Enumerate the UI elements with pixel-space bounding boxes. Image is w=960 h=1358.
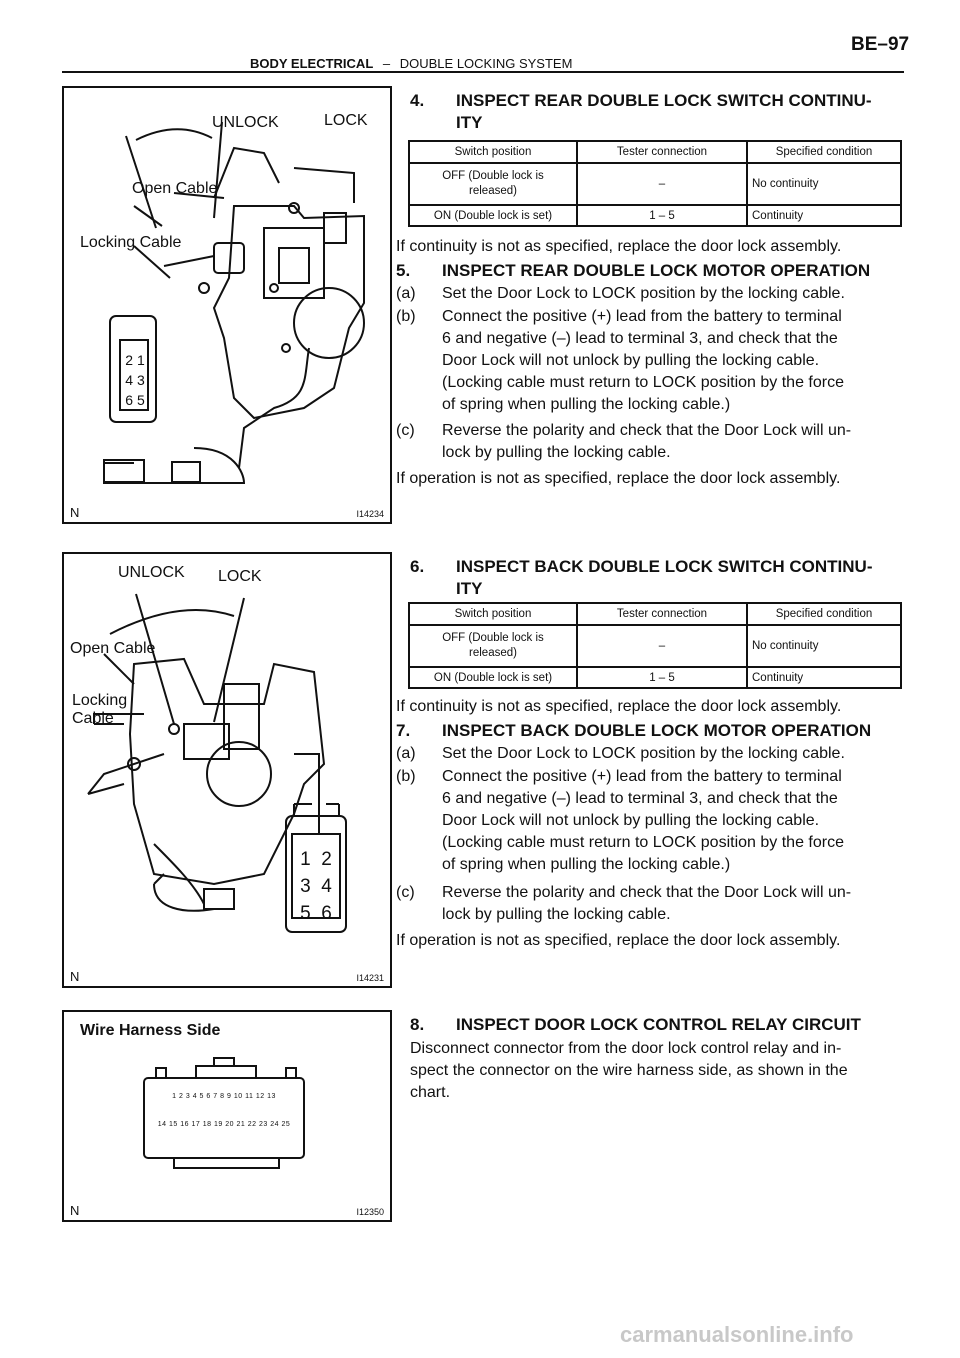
table-row — [409, 667, 901, 688]
rear-door-lock-drawing — [64, 88, 390, 522]
section-8-body — [410, 1038, 906, 1104]
table-row — [409, 625, 901, 667]
label-lock: LOCK — [218, 568, 262, 585]
connector-pins — [292, 846, 340, 927]
table-cell: – — [577, 163, 747, 205]
pin: 25 — [281, 1121, 291, 1128]
connector-pins — [122, 350, 148, 410]
label-unlock: UNLOCK — [118, 564, 185, 581]
figure-code: I14234 — [356, 509, 384, 519]
label-lock: LOCK — [324, 112, 368, 129]
label-cable: Cable — [72, 710, 114, 727]
pin: 18 — [202, 1121, 212, 1128]
pin: 13 — [267, 1093, 276, 1100]
section-number: 5. — [396, 261, 411, 280]
heading-line: ITY — [456, 579, 483, 598]
step-b — [396, 766, 906, 876]
pin: 1 — [172, 1093, 177, 1100]
table-cell: Continuity — [747, 205, 901, 226]
figure-rear-door-lock — [62, 86, 392, 524]
label-locking-cable: Locking Cable — [80, 234, 182, 251]
pin: 4 — [321, 876, 332, 897]
body-line: chart. — [410, 1084, 451, 1101]
step-line: of spring when pulling the locking cable.) — [442, 396, 731, 413]
figure-n-mark: N — [70, 1203, 80, 1218]
step-line: Reverse the polarity and check that the Door Lock will un- — [442, 884, 852, 901]
pin: 16 — [180, 1121, 190, 1128]
back-door-lock-drawing — [64, 554, 390, 986]
figure-wire-harness-connector — [62, 1010, 392, 1222]
step-line: lock by pulling the locking cable. — [442, 906, 671, 923]
pin: 19 — [213, 1121, 223, 1128]
pin: 7 — [213, 1093, 218, 1100]
table-cell: No continuity — [747, 163, 901, 205]
step-line: 6 and negative (–) lead to terminal 3, and check that the — [442, 330, 838, 347]
heading-line: INSPECT BACK DOUBLE LOCK SWITCH CONTINU- — [456, 557, 873, 576]
table-header: Tester connection — [577, 603, 747, 625]
pin: 9 — [226, 1093, 232, 1100]
heading-line: INSPECT BACK DOUBLE LOCK MOTOR OPERATION — [442, 721, 872, 740]
step-line: Connect the positive (+) lead from the battery to terminal — [442, 308, 842, 325]
table-header: Switch position — [409, 141, 577, 163]
pin: 22 — [247, 1121, 257, 1128]
step-line: of spring when pulling the locking cable.) — [442, 856, 731, 873]
table-cell — [409, 625, 577, 667]
table-cell: – — [577, 625, 747, 667]
section-name: BODY ELECTRICAL — [250, 56, 374, 71]
table-header: Specified condition — [747, 141, 901, 163]
figure-code: I12350 — [356, 1207, 384, 1217]
section-7-heading — [396, 720, 906, 742]
pin: 17 — [191, 1121, 201, 1128]
figure-code: I14231 — [356, 973, 384, 983]
pin: 3 — [300, 876, 311, 897]
cell-line: released) — [469, 647, 517, 659]
pin: 1 — [300, 849, 311, 870]
pin: 15 — [168, 1121, 178, 1128]
pin: 14 — [157, 1121, 167, 1128]
spec-table-back — [408, 602, 902, 689]
header-separator: – — [382, 56, 391, 71]
pin: 2 — [125, 352, 134, 368]
step-c — [396, 420, 906, 464]
step-a — [396, 743, 906, 765]
table-header: Switch position — [409, 603, 577, 625]
watermark: carmanualsonline.info — [620, 1322, 854, 1347]
pin: 8 — [220, 1093, 225, 1100]
body-line: spect the connector on the wire harness side, as shown in the — [410, 1062, 848, 1079]
section-number: 7. — [396, 721, 411, 740]
note-text: If operation is not as specified, replace the door lock assembly. — [396, 470, 841, 487]
running-header — [250, 56, 572, 71]
table-cell: 1 – 5 — [577, 205, 747, 226]
pin: 6 — [321, 903, 332, 924]
step-line: Door Lock will not unlock by pulling the locking cable. — [442, 812, 820, 829]
pin: 5 — [199, 1093, 204, 1100]
section-8-heading — [410, 1014, 910, 1036]
section-number: 4. — [410, 91, 425, 110]
step-line: Set the Door Lock to LOCK position by the locking cable. — [442, 285, 845, 302]
pin: 24 — [270, 1121, 280, 1128]
subsection-name: DOUBLE LOCKING SYSTEM — [399, 56, 573, 71]
note-text: If continuity is not as specified, replace the door lock assembly. — [396, 238, 842, 255]
label-open-cable: Open Cable — [132, 180, 218, 197]
label-open-cable: Open Cable — [70, 640, 156, 657]
pin: 1 — [136, 352, 145, 368]
label-locking: Locking — [72, 692, 128, 709]
pin: 4 — [192, 1093, 198, 1100]
table-row — [409, 163, 901, 205]
pin: 11 — [245, 1093, 254, 1100]
label-wire-harness-side: Wire Harness Side — [80, 1022, 221, 1039]
pin: 21 — [236, 1121, 246, 1128]
pin: 3 — [185, 1093, 191, 1100]
table-cell — [409, 163, 577, 205]
step-line: Reverse the polarity and check that the Door Lock will un- — [442, 422, 852, 439]
section-number: 8. — [410, 1015, 425, 1034]
body-line: Disconnect connector from the door lock control relay and in- — [410, 1040, 842, 1057]
pin: 5 — [136, 392, 145, 408]
figure-back-door-lock — [62, 552, 392, 988]
cell-line: OFF (Double lock is — [442, 632, 544, 644]
table-header: Specified condition — [747, 603, 901, 625]
heading-line: INSPECT REAR DOUBLE LOCK SWITCH CONTINU- — [456, 91, 872, 110]
header-rule — [62, 71, 904, 73]
table-cell: ON (Double lock is set) — [409, 667, 577, 688]
pin: 2 — [321, 849, 332, 870]
section-6-heading — [410, 556, 910, 600]
pin: 3 — [136, 372, 145, 388]
connector-row-2 — [148, 1116, 300, 1134]
step-line: (Locking cable must return to LOCK position by the force — [442, 374, 844, 391]
pin: 20 — [225, 1121, 235, 1128]
table-row — [409, 205, 901, 226]
spec-table-rear — [408, 140, 902, 227]
step-a — [396, 283, 906, 305]
table-cell: ON (Double lock is set) — [409, 205, 577, 226]
step-line: Set the Door Lock to LOCK position by the locking cable. — [442, 745, 845, 762]
table-cell: No continuity — [747, 625, 901, 667]
step-label: (b) — [396, 308, 416, 325]
step-line: (Locking cable must return to LOCK position by the force — [442, 834, 844, 851]
step-label: (c) — [396, 884, 415, 901]
pin: 5 — [300, 903, 311, 924]
table-cell: 1 – 5 — [577, 667, 747, 688]
step-line: Door Lock will not unlock by pulling the locking cable. — [442, 352, 820, 369]
pin: 6 — [125, 392, 134, 408]
step-line: lock by pulling the locking cable. — [442, 444, 671, 461]
section-number: 6. — [410, 557, 425, 576]
pin: 10 — [233, 1093, 243, 1100]
table-header: Tester connection — [577, 141, 747, 163]
figure-n-mark: N — [70, 969, 80, 984]
note-text: If continuity is not as specified, replace the door lock assembly. — [396, 698, 842, 715]
cell-line: released) — [469, 185, 517, 197]
step-label: (a) — [396, 285, 416, 302]
step-label: (a) — [396, 745, 416, 762]
pin: 6 — [206, 1093, 211, 1100]
step-line: Connect the positive (+) lead from the battery to terminal — [442, 768, 842, 785]
figure-n-mark: N — [70, 505, 80, 520]
page-number: BE–97 — [851, 34, 910, 55]
pin: 4 — [125, 372, 134, 388]
section-4-heading — [410, 90, 910, 134]
step-c — [396, 882, 906, 926]
pin: 2 — [178, 1093, 184, 1100]
note-text: If operation is not as specified, replace the door lock assembly. — [396, 932, 841, 949]
pin: 23 — [258, 1121, 268, 1128]
step-line: 6 and negative (–) lead to terminal 3, and check that the — [442, 790, 838, 807]
heading-line: INSPECT REAR DOUBLE LOCK MOTOR OPERATION — [442, 261, 871, 280]
label-unlock: UNLOCK — [212, 114, 279, 131]
pin: 12 — [255, 1093, 265, 1100]
step-label: (b) — [396, 768, 416, 785]
section-5-heading — [396, 260, 906, 282]
heading-line: INSPECT DOOR LOCK CONTROL RELAY CIRCUIT — [456, 1015, 861, 1034]
table-cell: Continuity — [747, 667, 901, 688]
cell-line: OFF (Double lock is — [442, 170, 544, 182]
heading-line: ITY — [456, 113, 483, 132]
step-b — [396, 306, 906, 416]
connector-row-1 — [148, 1088, 300, 1106]
step-label: (c) — [396, 422, 415, 439]
